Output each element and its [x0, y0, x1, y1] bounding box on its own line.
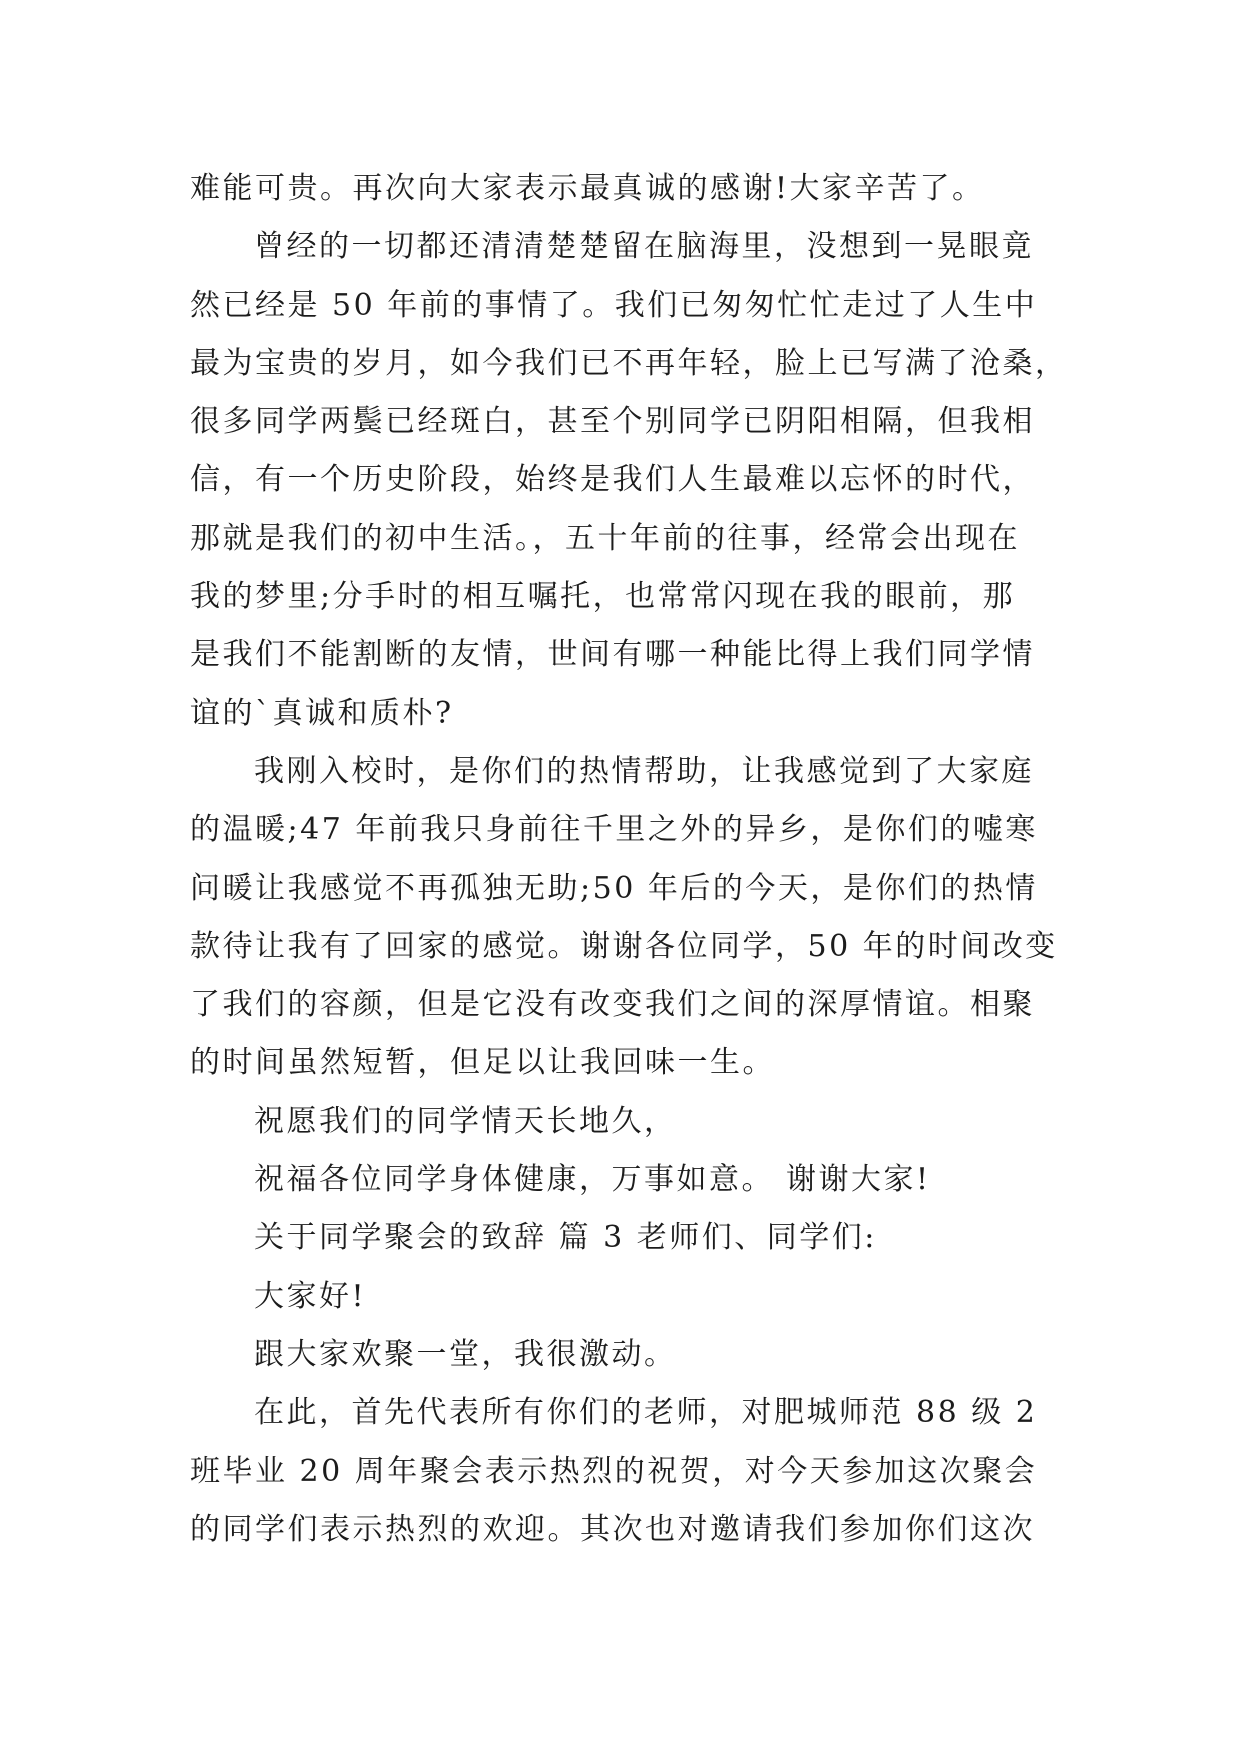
- text-line: 最为宝贵的岁月，如今我们已不再年轻，脸上已写满了沧桑，: [190, 345, 1068, 381]
- document-body: [190, 160, 1068, 1559]
- text-line: 在此，首先代表所有你们的老师，对肥城师范 88 级 2: [254, 1395, 1038, 1431]
- text-line: 祝福各位同学身体健康，万事如意。 谢谢大家!: [254, 1162, 931, 1198]
- text-line: 大家好!: [254, 1278, 367, 1314]
- text-line: 了我们的容颜，但是它没有改变我们之间的深厚情谊。相聚: [190, 987, 1035, 1023]
- text-line: 信，有一个历史阶段，始终是我们人生最难以忘怀的时代，: [190, 462, 1035, 498]
- text-line: 款待让我有了回家的感觉。谢谢各位同学，50 年的时间改变: [190, 928, 1058, 964]
- text-line: 的同学们表示热烈的欢迎。其次也对邀请我们参加你们这次: [190, 1511, 1035, 1547]
- text-line: 问暖让我感觉不再孤独无助;50 年后的今天，是你们的热情: [190, 870, 1038, 906]
- text-line: 跟大家欢聚一堂，我很激动。: [254, 1336, 677, 1372]
- text-line: 我的梦里;分手时的相互嘱托，也常常闪现在我的眼前，那: [190, 579, 1016, 615]
- text-line: 很多同学两鬓已经斑白，甚至个别同学已阴阳相隔，但我相: [190, 404, 1035, 440]
- text-line: 关于同学聚会的致辞 篇 3 老师们、同学们:: [254, 1220, 877, 1256]
- text-line: 难能可贵。再次向大家表示最真诚的感谢!大家辛苦了。: [190, 171, 985, 206]
- text-line: 那就是我们的初中生活。，五十年前的往事，经常会出现在: [190, 520, 1020, 556]
- text-line: 的温暖;47 年前我只身前往千里之外的异乡，是你们的嘘寒: [190, 812, 1038, 848]
- text-line: 的时间虽然短暂，但足以让我回味一生。: [190, 1045, 775, 1081]
- text-line: 祝愿我们的同学情天长地久，: [254, 1103, 677, 1139]
- text-line: 是我们不能割断的友情，世间有哪一种能比得上我们同学情: [190, 637, 1035, 673]
- text-line: 班毕业 20 周年聚会表示热烈的祝贺，对今天参加这次聚会: [190, 1453, 1038, 1489]
- text-line: 我刚入校时，是你们的热情帮助，让我感觉到了大家庭: [254, 753, 1034, 789]
- text-line: 然已经是 50 年前的事情了。我们已匆匆忙忙走过了人生中: [190, 287, 1038, 323]
- text-line: 谊的`真诚和质朴?: [190, 695, 454, 731]
- text-line: 曾经的一切都还清清楚楚留在脑海里，没想到一晃眼竟: [254, 229, 1034, 265]
